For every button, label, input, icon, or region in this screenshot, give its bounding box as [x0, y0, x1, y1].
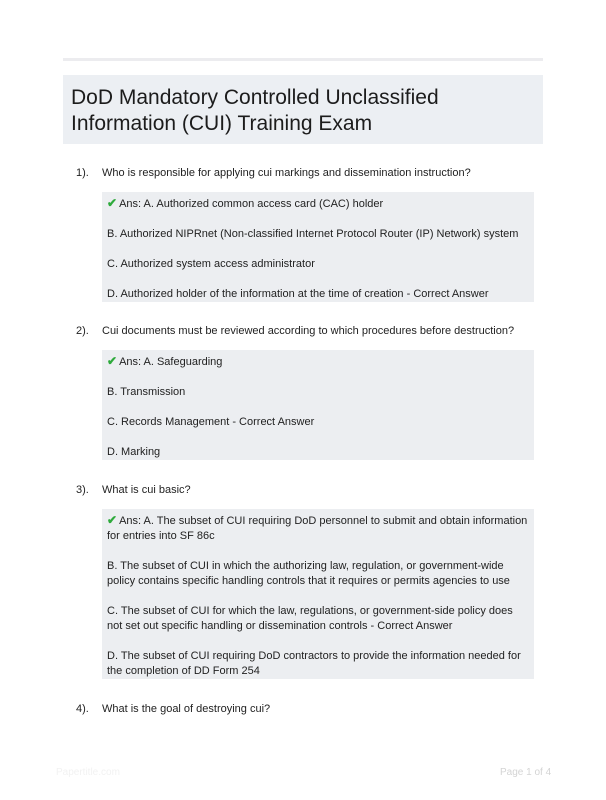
option-c: C. The subset of CUI for which the law, regulations, or government-side policy does not set out specific handling or dissemination controls - Correct Answer: [107, 605, 513, 632]
answer-box: [102, 509, 534, 679]
question-number: 3).: [76, 484, 89, 496]
answer-box: [102, 350, 534, 460]
question-number: 2).: [76, 325, 89, 337]
option-c: C. Authorized system access administrator: [107, 258, 315, 270]
question-text: What is the goal of destroying cui?: [102, 703, 271, 715]
question-text: Who is responsible for applying cui markings and dissemination instruction?: [102, 167, 471, 179]
question-number: 4).: [76, 703, 89, 715]
top-rule: [63, 58, 543, 61]
title-banner: [63, 75, 543, 144]
option-b: B. Authorized NIPRnet (Non-classified Internet Protocol Router (IP) Network) system: [107, 228, 519, 240]
footer-watermark: Papertitle.com: [56, 767, 120, 778]
question-number: 1).: [76, 167, 89, 179]
option-d: D. Authorized holder of the information at the time of creation - Correct Answer: [107, 288, 489, 300]
check-icon: ✔: [107, 354, 118, 368]
option-a: ✔ Ans: A. The subset of CUI requiring DoD personnel to submit and obtain information for entries into SF 86c: [107, 513, 528, 542]
answer-box: [102, 192, 534, 302]
option-b: B. The subset of CUI in which the authorizing law, regulation, or government-wide policy contains specific handling controls that it requires or permits agencies to use: [107, 560, 510, 587]
question-text: Cui documents must be reviewed according to which procedures before destruction?: [102, 325, 515, 337]
option-a: ✔ Ans: A. Safeguarding: [107, 354, 223, 368]
option-b: B. Transmission: [107, 386, 186, 398]
option-c: C. Records Management - Correct Answer: [107, 416, 315, 428]
page-title: DoD Mandatory Controlled Unclassified Information (CUI) Training Exam: [71, 86, 439, 135]
check-icon: ✔: [107, 196, 118, 210]
check-icon: ✔: [107, 513, 118, 527]
option-a: ✔ Ans: A. Authorized common access card (CAC) holder: [107, 196, 384, 210]
option-d: D. The subset of CUI requiring DoD contractors to provide the information needed for the completion of DD Form 254: [107, 650, 521, 677]
question-text: What is cui basic?: [102, 484, 191, 496]
option-d: D. Marking: [107, 446, 161, 458]
page-number: Page 1 of 4: [500, 767, 552, 778]
